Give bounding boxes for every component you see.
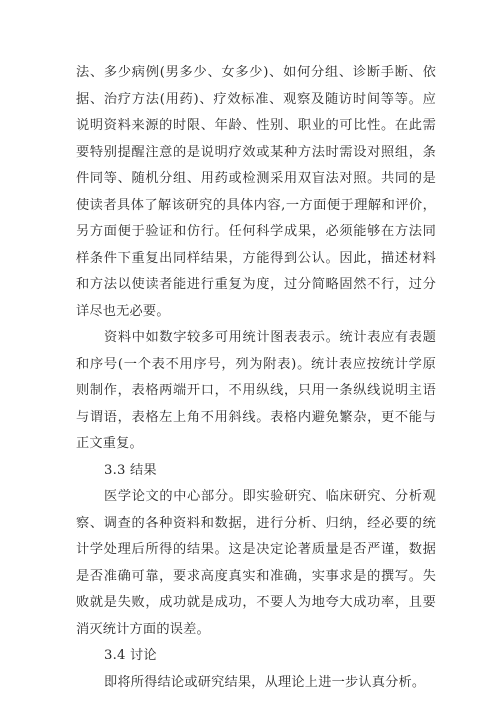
text-line: 则制作，表格两端开口，不用纵线，只用一条纵线说明主语 — [76, 383, 436, 398]
text-line: 察、调查的各种资料和数据，进行分析、归纳，经必要的统 — [76, 515, 436, 531]
text-line: 与谓语，表格左上角不用斜线。表格内避免繁杂，更不能与 — [76, 409, 436, 425]
text-line: 和方法以使读者能进行重复为度，过分简略固然不行，过分 — [76, 277, 436, 292]
text-line: 败就是失败，成功就是成功，不要人为地夸大成功率，且要 — [76, 595, 436, 610]
text-line: 即将所得结论或研究结果，从理论上进一步认真分析。 — [104, 674, 426, 690]
text-line: 法、多少病例(男多少、女多少)、如何分组、诊断手断、依 — [76, 65, 436, 80]
section-heading-discussion: 3.4 讨论 — [104, 648, 157, 663]
paragraph-results — [76, 484, 436, 643]
text-line: 详尽也无必要。 — [76, 303, 170, 319]
text-line: 另方面便于验证和仿行。任何科学成果，必须能够在方法同 — [76, 224, 436, 239]
text-line: 使读者具体了解该研究的具体内容,一方面便于理解和评价， — [76, 197, 436, 213]
text-line: 医学论文的中心部分。即实验研究、临床研究、分析观 — [104, 489, 436, 504]
text-line: 计学处理后所得的结果。这是决定论著质量是否严谨，数据 — [76, 542, 436, 557]
text-line: 据、治疗方法(用药)、疗效标准、观察及随访时间等等。应 — [76, 91, 436, 107]
text-line: 正文重复。 — [76, 436, 143, 451]
text-line: 消灭统计方面的误差。 — [76, 621, 210, 637]
text-line: 说明资料来源的时限、年龄、性别、职业的可比性。在此需 — [76, 118, 436, 133]
text-line: 和序号(一个表不用序号，列为附表)。统计表应按统计学原 — [76, 356, 436, 372]
paragraph-methods — [76, 60, 436, 325]
text-line: 件同等、随机分组、用药或检测采用双盲法对照。共同的是 — [76, 171, 436, 186]
paragraph-discussion — [76, 670, 436, 697]
document-page — [76, 60, 436, 696]
section-heading-results: 3.3 结果 — [104, 462, 157, 478]
text-line: 样条件下重复出同样结果，方能得到公认。因此，描述材料 — [76, 250, 436, 266]
text-line: 资料中如数字较多可用统计图表表示。统计表应有表题 — [104, 330, 436, 345]
text-line: 是否准确可靠，要求高度真实和准确，实事求是的撰写。失 — [76, 568, 436, 584]
paragraph-statistics — [76, 325, 436, 458]
text-line: 要特别提醒注意的是说明疗效或某种方法时需设对照组，条 — [76, 144, 436, 160]
